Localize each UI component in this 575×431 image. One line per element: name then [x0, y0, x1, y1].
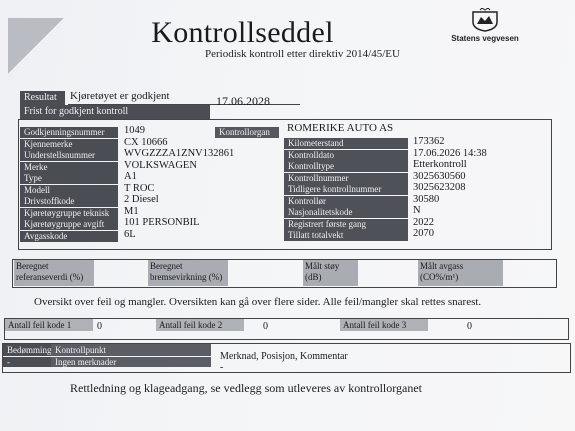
measurement-label-line: (dB) [305, 272, 322, 282]
measurement-label [148, 260, 228, 286]
vehicle-field-label: Merke [20, 162, 118, 173]
vehicle-field-label: Avgasskode [20, 231, 118, 242]
vehicle-field-label: Godkjenningsnummer [20, 127, 118, 138]
fault-count-label: Antall feil kode 3 [340, 319, 428, 331]
measurement-label-line: (CO%/m¹) [420, 272, 459, 282]
faults-col-remark: Merknad, Posisjon, Kommentar [220, 351, 348, 362]
vehicle-field-label: Kontrolltype [284, 161, 408, 172]
vehicle-field-value: 1049 [124, 125, 145, 136]
fault-count-label: Antall feil kode 1 [5, 319, 93, 331]
fault-count-label: Antall feil kode 2 [156, 319, 244, 331]
vehicle-field-label: Modell [20, 185, 118, 196]
vehicle-field-value: CX 10666 [124, 136, 168, 148]
overview-text: Oversikt over feil og mangler. Oversikten kan gå over flere sider. Alle feil/mangler skal rettes snarest. [34, 296, 482, 308]
footer-text: Rettledning og klageadgang, se vedlegg som utleveres av kontrollorganet [70, 381, 423, 395]
document-title: Kontrollseddel [151, 16, 334, 49]
vehicle-field-value: 6L [124, 228, 136, 240]
logo-text: Statens vegvesen [451, 34, 519, 43]
deadline-value: 17.06.2028 [216, 94, 270, 108]
measurement-label-line: referanseverdi (%) [16, 272, 84, 282]
vehicle-field-label: Nasjonalitetskode [284, 207, 408, 218]
statens-vegvesen-logo [440, 8, 530, 48]
vehicle-field-label: Type [20, 173, 118, 184]
faults-col-checkpoint: Kontrollpunkt [51, 344, 211, 356]
fault-count-value: 0 [467, 321, 472, 332]
vehicle-field-label: Tillatt totalvekt [284, 230, 408, 241]
vehicle-field-value: 3025630560 [413, 170, 466, 182]
result-label: Resultat [20, 91, 65, 105]
vehicle-field-label: Drivstoffkode [20, 196, 118, 207]
vehicle-field-value: VOLKSWAGEN [124, 159, 197, 171]
faults-col-assessment: Bedømming [3, 344, 51, 356]
vehicle-field-label: Kontrollnummer [284, 173, 408, 184]
faults-row-remark: - [220, 362, 224, 373]
measurement-label-line: Beregnet [16, 261, 49, 271]
vehicle-field-label: Kontrollør [284, 196, 408, 207]
fault-count-value: 0 [97, 321, 102, 332]
measurement-label [303, 260, 358, 286]
fault-count-value: 0 [263, 321, 268, 332]
measurement-label-line: Målt støy [305, 261, 340, 271]
vehicle-field-value: 101 PERSONBIL [124, 217, 200, 228]
vehicle-field-value: 2022 [413, 216, 434, 228]
vehicle-field-label: Kjøretøygruppe teknisk [20, 208, 118, 219]
crown-shield-icon [470, 8, 500, 32]
measurement-label-line: bremsevirkning (%) [150, 272, 223, 282]
vehicle-field-value: Etterkontroll [413, 159, 467, 170]
vehicle-field-label: Kilometerstand [284, 138, 408, 149]
vehicle-field-value: 173362 [413, 136, 445, 147]
vehicle-field-label: Kontrolldato [284, 150, 408, 161]
measurement-label [14, 260, 94, 286]
vehicle-field-value: A1 [124, 171, 137, 182]
faults-row-assessment: - [3, 357, 51, 367]
vehicle-field-label: Kjøretøygruppe avgift [20, 219, 118, 230]
control-org-label: Kontrollorgan [215, 127, 279, 138]
measurement-label-line: Beregnet [150, 261, 183, 271]
vehicle-field-value: 2 Diesel [124, 194, 159, 205]
vehicle-field-value: 17.06.2026 14:38 [413, 147, 487, 159]
faults-row-checkpoint: Ingen merknader [51, 357, 211, 367]
vehicle-field-value: M1 [124, 205, 139, 217]
vehicle-field-value: WVGZZZA1ZNV132861 [124, 148, 235, 159]
measurement-label [418, 260, 503, 286]
vehicle-field-label: Understellsnummer [20, 150, 118, 161]
vehicle-field-label: Tidligere kontrollnummer [284, 184, 408, 195]
control-org-value: ROMERIKE AUTO AS [287, 122, 394, 134]
vehicle-field-label: Kjennemerke [20, 139, 118, 150]
vehicle-field-value: 30580 [413, 193, 440, 205]
deadline-label: Frist for godkjent kontroll [20, 105, 210, 119]
result-value: Kjøretøyet er godkjent [70, 90, 170, 102]
vehicle-field-value: 3025623208 [413, 182, 466, 193]
measurement-label-line: Målt avgass [420, 261, 464, 271]
vehicle-field-value: 2070 [413, 228, 434, 239]
vehicle-field-value: N [413, 205, 421, 216]
vehicle-field-value: T ROC [124, 182, 155, 194]
document-subtitle: Periodisk kontroll etter direktiv 2014/45/EU [205, 48, 400, 60]
vehicle-field-label: Registrert første gang [284, 219, 408, 230]
